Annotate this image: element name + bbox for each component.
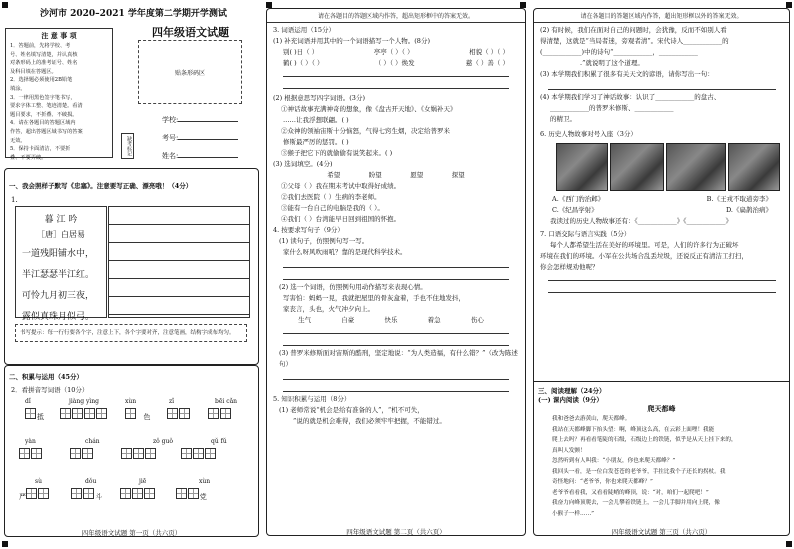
reading-paragraph: 老爷爷看看我，又看看陡峭的峰顶，说：“对，咱们一起爬吧！”	[552, 489, 709, 496]
section-box-1	[4, 168, 259, 365]
section3-title: 三、阅读理解（24分）	[538, 387, 606, 395]
section1-title: 一、我会照样子默写《忠塞》。注意要写正确、漂亮哦！（4分）	[9, 182, 193, 190]
poem-title: 暮 江 吟	[44, 215, 78, 225]
q3-1a[interactable]: 别( )日（ ） 亭亭（ ）（ ） 相貌（ ）（ ）	[283, 48, 509, 56]
section3-sub: (一) 课内阅读（9分）	[538, 396, 603, 404]
q3-2: (2) 根据意思写四字词语。(3分)	[273, 94, 365, 102]
reading-paragraph: 小猴子一样……”	[552, 510, 595, 517]
story-images	[540, 140, 784, 194]
poem-author: ［唐］白居易	[37, 230, 85, 239]
school-field[interactable]: 学校:	[162, 115, 252, 125]
notice-line: 2．选择题必须使用2B铅笔	[10, 77, 73, 84]
q7-title: 7. 口语交际与语言实践（5分）	[540, 230, 631, 238]
notice-list	[6, 41, 112, 163]
reading-paragraph: 我回头一看，是一位白发苍苍的老爷爷，手拄比我个子还长的拐杖。我	[552, 468, 726, 475]
q4-title: 4. 按要求写句子（9分）	[273, 226, 344, 234]
story-image-d	[728, 143, 780, 191]
options-row-2: C.《纪昌学射》 D.《扁鹊治病》	[552, 206, 772, 214]
page2-footer: 四年级语文试题 第二页（共六页）	[346, 528, 446, 536]
exam-page-3	[533, 8, 790, 536]
barcode-label: 贴条形码区	[174, 70, 205, 77]
reading-paragraph: 奇怪地问：“老爷爷，你也来爬天都峰？”	[552, 479, 653, 485]
page2-header: 请在各题目的答题区域内作答，超出矩形框中的答案无效。	[267, 9, 525, 23]
word-choices: 希望 盼望 愿望 探望	[327, 171, 465, 179]
reading-paragraph: 我奋力向峰顶爬去，一会儿攀着铁链上，一会儿手脚并用向上爬，像	[552, 500, 720, 506]
story-image-c	[666, 143, 726, 191]
section2-title: 二、积累与运用（45分）	[9, 373, 84, 381]
reading-paragraph: 我站在天都峰脚下抬头望：啊，峰顶这么高，在云彩上面哩！我能	[552, 426, 715, 433]
notice-line: 填涂。	[10, 85, 26, 92]
notice-line: 作答，超出答题区域书写的答案	[10, 128, 83, 135]
school-title: 沙河市 2020–2021 学年度第二学期开学测试	[40, 9, 227, 19]
story-image-b	[610, 143, 664, 191]
exam-page-1	[0, 0, 262, 549]
q1-number: 1.	[11, 196, 18, 204]
notice-line: 题目要求，不折叠、不破损。	[10, 111, 78, 118]
writing-tip: 书写提示：每一行行要各个字，注意上下，各个字要对齐，注意笔画，结构字成布均匀。	[15, 324, 247, 342]
q5-title: 5. 知识积累与运用（8分）	[273, 395, 351, 403]
notice-line: 及科目填在答题区。	[10, 68, 57, 75]
q3-1b[interactable]: 鹤( )（ ）（ ） （ ）（ ）焕发 慈（ ）善（ ）	[283, 59, 509, 67]
char-boxes-row-3[interactable]: 严 斗 党	[19, 488, 207, 502]
notice-box	[5, 28, 113, 161]
pinyin: dǐ	[25, 398, 31, 405]
page3-header: 请在各题目的答题区域内作答，超出矩形框以外的答案无效。	[534, 9, 789, 23]
notice-line: 对条形码上的准考证号、姓名	[10, 60, 78, 67]
poem-line: 半江瑟瑟半江红。	[22, 270, 95, 280]
poem-grid	[15, 206, 107, 322]
absent-mark[interactable]: 缺考标记	[121, 133, 134, 159]
write-grid[interactable]	[108, 206, 250, 318]
notice-line: 叠、不要弄破。	[10, 154, 47, 161]
exam-page-2	[266, 8, 526, 536]
q6-title: 6. 历史人物故事对号入座（3分）	[540, 130, 637, 138]
q3-title: 3. 词语运用（15分）	[273, 26, 336, 34]
q3-block: 3. 词语运用（15分） (1) 补充词语并用其中的一个词语描写一个人物。(8分) 别( )日（ ） 亭亭（ ）（ ） 相貌（ ）（ ） 鹤( )（ ）（ ） （ ）（ ）焕发 慈（ ）善（ ） (2) 根据意思写四字词语。(3分) ①神话故事充满神奇的想象，像《盘古开天地》、《女娲补天》 ……让我浮想联翩。( ) ②众神的领袖宙斯十分恼怒，气得七窍生烟，决定给普罗米 修斯最严厉的惩罚。( ) ③猴子把它下的就偷偷有说笑起来。( ) (3) 选词填空。(4分) 希望 盼望 愿望 探望 ①父母（ ）我在期末考试中取得好成绩。 ②我们去医院（ ）生病的李老师。 ③能有一台自己的电脑是我的（ ）。 ④我们（ ）台湾能早日回到祖国的怀抱。 4. 按要求写句子（9分） (1) 读句子，仿照例句写一写。 家什么呀风吹雨吼？靠的是现代科学技术。 (2) 选一个词语，仿照例句用动作描写来表现心情。 写害怕：蚂蚂一見，我就把屋里的骨灰盒着，手也不住地发抖， 家丧言，头也，火气冲夕向上。 生气 自豪 快乐 着急 伤心 (3) 普罗米修斯面对宙斯的酷刑，坚定地说：“为人类造福，有什么错？”（改为陈述句） 5. 知识积累与运用（8分） (1) 老师常说“机会是给有准备的人”，“机不可失， ”说的就是机会难得，我们必须牢牢把握，不能错过。	[273, 26, 518, 425]
story-image-a	[556, 143, 608, 191]
reading-text	[534, 414, 789, 519]
notice-line: 号、姓名填写清楚，并认真核	[10, 51, 78, 58]
reading-paragraph: 我和爸爸去游黄山，爬天都峰。	[552, 416, 631, 422]
page3-footer: 四年级语文试题 第三页（共六页）	[611, 528, 712, 536]
page1-footer: 四年级语文试题 第一页（共六页）	[81, 529, 182, 537]
reading-paragraph: 忽然听到有人叫我：“小朋友，你也来爬天都峰？”	[552, 458, 676, 464]
char-boxes-row-1[interactable]: 抵 色	[25, 408, 232, 422]
reading-title: 爬天都峰	[647, 404, 676, 413]
pinyin: bēi cǎn	[215, 398, 238, 405]
options-row-1: A.《西门豹治邺》 B.《王戎不取道旁李》	[552, 195, 772, 203]
name-field[interactable]: 姓名:	[162, 151, 252, 161]
notice-line: 5．保持卡面清洁，不要折	[10, 146, 71, 153]
barcode-area	[138, 40, 242, 104]
pinyin: jiàng yìng	[69, 398, 99, 405]
char-boxes-row-2[interactable]	[19, 448, 217, 461]
exam-title: 四年级语文试题	[152, 26, 229, 39]
notice-line: 要求字体工整、笔迹清楚。看清	[10, 103, 83, 110]
poem-line: 露似真珠月似弓。	[22, 312, 95, 322]
notice-line: 3．一律用黑色签字笔书写，	[10, 94, 76, 101]
q3-1: (1) 补充词语并用其中的一个词语描写一个人物。(8分)	[273, 37, 430, 45]
poem-line: 一道残阳铺水中，	[22, 249, 95, 259]
reading-paragraph: 真叫人发颤！	[552, 447, 586, 454]
poem-line: 可怜九月初三夜，	[22, 291, 95, 301]
id-field[interactable]: 考号:	[162, 133, 252, 143]
p3-block: (2) 有时候，我们在面对自己的问题时，会犹豫，反而不如别人看 得清楚，这就是“当局者迷，旁观者清”。宋代诗人____________的 (____________)中的诗句“____________，____________ .”就说明了这个道理。 (3) 本学期我们积累了很多有关天文的谚语，请你写出一句： (4) 本学期我们学习了神话故事：认识了____________的盘古、 ____________的普罗米修斯、____________ 的精卫。 6. 历史人物故事对号入座（3分） A.《西门豹治邺》 B.《王戎不取道旁李》 C.《纪昌学射》 D.《扁鹊治病》 我读过的历史人物故事还有：《____________》《____________》 7. 口语交际与语言实践（5分） 每个人都希望生活在美好的环境里。可是，人们的许多行为正破坏 环境在我们的环境。小军在公共场合乱丢垃圾，还说反正有清洁工打扫， 你会怎样规劝他呢？	[540, 25, 784, 295]
q2-title: 2．看拼音写词语（10分）	[11, 386, 89, 394]
notice-line: 1．答题前，先将学校、考	[10, 43, 71, 49]
section-box-2: 二、积累与运用（45分） 2．看拼音写词语（10分） dǐ jiàng yìng xùn zǐ bēi cǎn 抵 色 yàn chán zǒ guǒ qǔ fǔ sù dǒu jiē xùn 严 斗 党 四年级语文试题 第一页（共六页）	[4, 365, 259, 537]
reading-paragraph: 爬上去吗？再看看笔陡的石级，石级边上的铁链，似乎是从天上挂下来的，	[552, 437, 737, 443]
q3-3: (3) 选词填空。(4分)	[273, 160, 333, 168]
notice-line: 无效。	[10, 137, 26, 144]
pinyin: xùn	[125, 398, 137, 405]
mood-words: 生气 自豪 快乐 着急 伤心	[298, 316, 484, 324]
reading-section	[534, 381, 789, 519]
pinyin: zǐ	[169, 398, 175, 405]
notice-line: 4．请在各题目的答题区域内	[10, 120, 76, 127]
notice-title: 注 意 事 项	[41, 31, 77, 40]
